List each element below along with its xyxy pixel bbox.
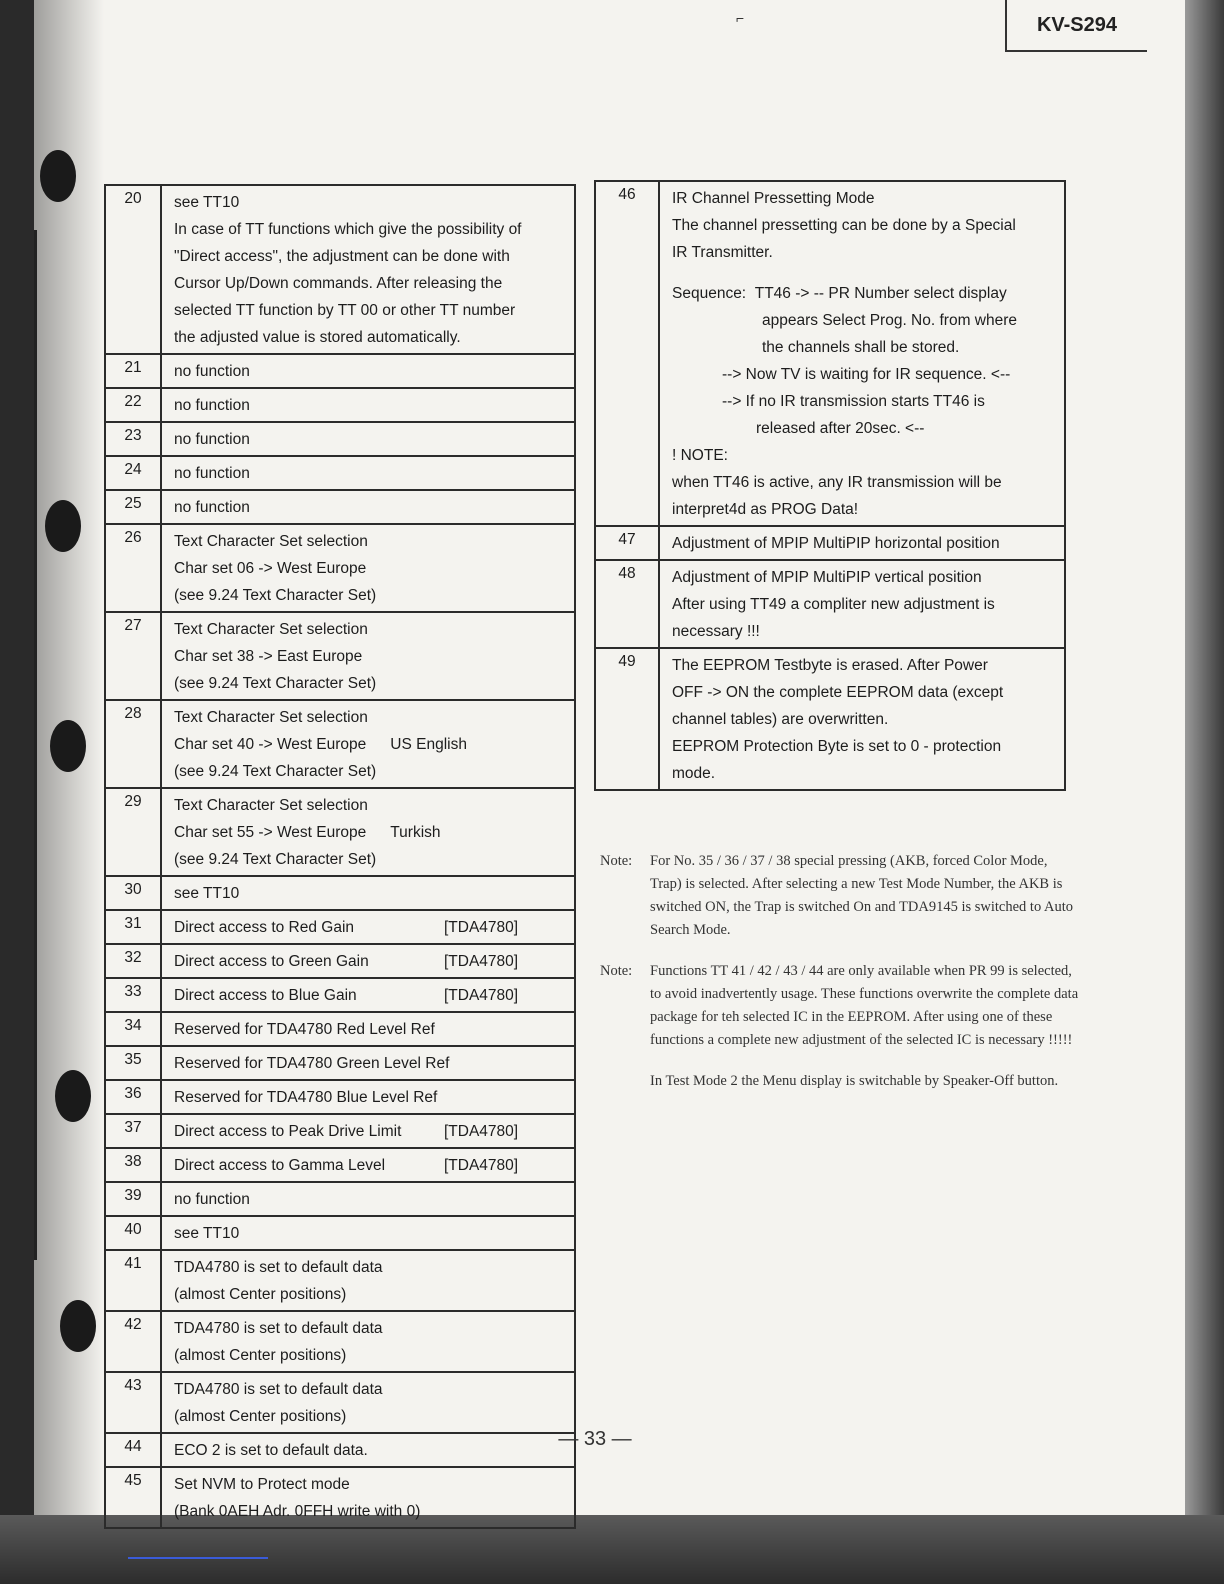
punch-hole [45,500,81,552]
tt-description [161,490,575,524]
punch-hole [55,1070,91,1122]
tt-description [161,1216,575,1250]
table-row [105,1012,575,1046]
model-number: KV-S294 [1005,0,1147,52]
tt-line [174,494,574,521]
tt-line [672,280,1064,307]
tt-line-text: ECO 2 is set to default data. [174,1442,368,1459]
tt-line-text: see TT10 [174,885,240,902]
table-row [105,1311,575,1372]
tt-line [174,270,574,297]
tt-line [174,1186,574,1213]
tt-line [174,426,574,453]
note-label: Note: [600,853,633,869]
tt-line-text: TDA4780 is set to default data [174,1320,383,1337]
tt-line-text: no function [174,1191,250,1208]
tt-line-text: Text Character Set selection [174,533,368,550]
tt-line [174,1376,574,1403]
note-text: For No. 35 / 36 / 37 / 38 special pressing (AKB, forced Color Mode, Trap) is selected. After selecting a new Test Mode Number, the AKB is switched ON, the Trap is switched On and TDA9145 is switched to Auto Search Mode. [650,853,1074,938]
table-row [105,788,575,876]
note [600,960,1080,1052]
tt-line [174,358,574,385]
tt-line: IR Channel Pressetting Mode [672,190,875,207]
tt-description [161,1046,575,1080]
tt-line-text: Char set 40 -> West Europe [174,736,367,753]
tt-line [174,1016,574,1043]
tt-line-text: Char set 55 -> West Europe [174,824,367,841]
table-row [105,978,575,1012]
tt-line [174,670,574,697]
tt-line-text: In case of TT functions which give the possibility of [174,221,522,238]
tt-line-text: (see 9.24 Text Character Set) [174,851,377,868]
tt-description [161,354,575,388]
tt-line-text: selected TT function by TT 00 or other TT number [174,302,516,319]
tt-line [174,460,574,487]
tt-number: 22 [105,388,161,422]
tt-line [174,297,574,324]
tt-line-text: Cursor Up/Down commands. After releasing the [174,275,503,292]
tt-line [174,948,574,975]
tt-line [174,616,574,643]
tt-description [161,700,575,788]
tt-description [161,612,575,700]
notes-section [600,850,1080,1093]
tt-description [161,978,575,1012]
tt-number: 39 [105,1182,161,1216]
tt-line: the channels shall be stored. [762,339,960,356]
tt-line: OFF -> ON the complete EEPROM data (except [672,684,1004,701]
tt-line [174,582,574,609]
table-row [105,354,575,388]
tt-line-text: (see 9.24 Text Character Set) [174,587,377,604]
tt-line: EEPROM Protection Byte is set to 0 - protection [672,738,1002,755]
tt-line [174,1281,574,1308]
tt-number: 26 [105,524,161,612]
tt-line [174,792,574,819]
tt-line-text: Direct access to Red Gain [174,919,355,936]
tt-line [174,846,574,873]
table-row [105,1182,575,1216]
table-row [105,612,575,700]
tt-line [174,1254,574,1281]
tt-description [659,181,1065,526]
tt-number: 23 [105,422,161,456]
tt-number: 43 [105,1372,161,1433]
tt-number: 32 [105,944,161,978]
tt-line-text: Char set 38 -> East Europe [174,648,363,665]
tt-number: 36 [105,1080,161,1114]
tt-line: Adjustment of MPIP MultiPIP vertical position [672,569,982,586]
tt-line: mode. [672,765,716,782]
table-row [105,422,575,456]
tt-line-text: (almost Center positions) [174,1286,347,1303]
tt-number: 41 [105,1250,161,1311]
tt-description [161,388,575,422]
test-mode-table-left [104,184,576,1529]
tt-line-text: Direct access to Gamma Level [174,1157,386,1174]
table-row [105,1114,575,1148]
tt-description [161,185,575,354]
tt-line-text: Text Character Set selection [174,797,368,814]
table-row [105,388,575,422]
tt-number: 49 [595,648,659,790]
tt-number: 44 [105,1433,161,1467]
tt-line: channel tables) are overwritten. [672,711,889,728]
tt-line: IR Transmitter. [672,244,773,261]
tt-line-text: see TT10 [174,1225,240,1242]
tt-number: 42 [105,1311,161,1372]
tt-line [174,189,574,216]
tt-line: necessary !!! [672,623,760,640]
tt-line: After using TT49 a compliter new adjustment is [672,596,995,613]
tt-description [161,1012,575,1046]
tt-line-text: Direct access to Blue Gain [174,987,357,1004]
table-row [105,1148,575,1182]
tt-line [174,1118,574,1145]
table-row [105,1372,575,1433]
tt-line [174,731,574,758]
ic-tag: [TDA4780] [444,1123,519,1140]
punch-hole [40,150,76,202]
note-text: In Test Mode 2 the Menu display is switchable by Speaker-Off button. [650,1073,1059,1089]
tt-description [659,560,1065,648]
tt-description [161,1148,575,1182]
tt-line: interpret4d as PROG Data! [672,501,859,518]
test-mode-table-right [594,180,1066,791]
tt-line [174,324,574,351]
table-row [105,1467,575,1528]
sequence-label: Sequence: [672,285,747,302]
tt-description [161,944,575,978]
tt-line-text: TDA4780 is set to default data [174,1381,383,1398]
tt-line: released after 20sec. <-- [756,420,925,437]
tt-description [161,1250,575,1311]
tt-line-text: (see 9.24 Text Character Set) [174,763,377,780]
tt-description [161,910,575,944]
tt-line [174,819,574,846]
tt-number: 24 [105,456,161,490]
table-row [105,1080,575,1114]
note-text: Functions TT 41 / 42 / 43 / 44 are only available when PR 99 is selected, to avoid inadvertently usage. These functions overwrite the complete data package for teh selected IC in the EEPROM. After using one of these functions a complete new adjustment of the selected IC is necessary !!!!! [650,963,1079,1048]
note [600,850,1080,942]
ic-tag: [TDA4780] [444,1157,519,1174]
tt-line-text: Set NVM to Protect mode [174,1476,350,1493]
tt-line [174,982,574,1009]
tt-number: 47 [595,526,659,560]
tt-line-text: no function [174,363,250,380]
tt-line [174,704,574,731]
tt-number: 37 [105,1114,161,1148]
table-row [105,876,575,910]
table-row [105,700,575,788]
tt-line [174,1437,574,1464]
tt-line [174,1220,574,1247]
tt-number: 48 [595,560,659,648]
tt-number: 40 [105,1216,161,1250]
tt-line: The channel pressetting can be done by a Special [672,217,1016,234]
language-tag: Turkish [390,824,441,841]
tt-line-text: see TT10 [174,194,240,211]
tt-line-text: no function [174,397,250,414]
tt-line-text: (almost Center positions) [174,1408,347,1425]
table-row [105,1216,575,1250]
tt-line-text: no function [174,431,250,448]
tt-description [161,1182,575,1216]
pen-mark: ⌐ [736,10,745,26]
tt-number: 35 [105,1046,161,1080]
ic-tag: [TDA4780] [444,953,519,970]
ic-tag: [TDA4780] [444,919,519,936]
tt-line-text: Reserved for TDA4780 Red Level Ref [174,1021,435,1038]
tt-line-text: (see 9.24 Text Character Set) [174,675,377,692]
tt-number: 21 [105,354,161,388]
tt-line [174,1050,574,1077]
tt-line: --> Now TV is waiting for IR sequence. <-- [722,366,1011,383]
tt-line-text: Direct access to Green Gain [174,953,369,970]
table-row [105,910,575,944]
punch-hole [60,1300,96,1352]
tt-line-text: Char set 06 -> West Europe [174,560,367,577]
tt-line [174,1471,574,1498]
tt-description [659,526,1065,560]
tt-number: 34 [105,1012,161,1046]
tt-line-text: the adjusted value is stored automatically. [174,329,461,346]
tt-line-text: Reserved for TDA4780 Green Level Ref [174,1055,450,1072]
tt-line [174,243,574,270]
tt-line-text: Direct access to Peak Drive Limit [174,1123,402,1140]
tt-description [659,648,1065,790]
tt-description [161,788,575,876]
tt-description [161,1311,575,1372]
tt-number: 33 [105,978,161,1012]
footer-link-underline [128,1557,268,1559]
tt-number: 25 [105,490,161,524]
note-label: Note: [600,963,633,979]
tt-line-text: Reserved for TDA4780 Blue Level Ref [174,1089,438,1106]
tt-line [174,1315,574,1342]
tt-number: 27 [105,612,161,700]
tt-line-text: Text Character Set selection [174,621,368,638]
tt-description [161,1433,575,1467]
tt-line [174,643,574,670]
tt-line-text: no function [174,465,250,482]
table-row [105,1433,575,1467]
tt-number: 45 [105,1467,161,1528]
punch-hole [50,720,86,772]
tt-number: 29 [105,788,161,876]
tt-description [161,524,575,612]
tt-line [174,1152,574,1179]
tt-line-text: (Bank 0AEH Adr. 0FFH write with 0) [174,1503,421,1520]
tt-line-text: Text Character Set selection [174,709,368,726]
tt-line [174,1084,574,1111]
tt-number: 46 [595,181,659,526]
language-tag: US English [390,736,467,753]
tt-description [161,456,575,490]
tt-line: ! NOTE: [672,447,728,464]
tt-line [174,528,574,555]
tt-line: The EEPROM Testbyte is erased. After Power [672,657,988,674]
tt-line [174,1498,574,1525]
tt-number: 28 [105,700,161,788]
scanner-right-edge [1185,0,1224,1584]
ic-tag: [TDA4780] [444,987,519,1004]
table-row [595,560,1065,648]
tt-number: 20 [105,185,161,354]
tt-number: 38 [105,1148,161,1182]
tt-line [174,392,574,419]
table-row [105,456,575,490]
table-row [105,1250,575,1311]
table-row [105,524,575,612]
tt-line: Adjustment of MPIP MultiPIP horizontal position [672,535,1000,552]
tt-line: TT46 -> -- PR Number select display [754,285,1007,302]
tt-line-text: TDA4780 is set to default data [174,1259,383,1276]
binder-line [34,230,37,1260]
table-row [595,526,1065,560]
table-row [105,490,575,524]
tt-line [174,880,574,907]
tt-line: when TT46 is active, any IR transmission will be [672,474,1002,491]
tt-line: appears Select Prog. No. from where [762,312,1018,329]
tt-line-text: no function [174,499,250,516]
tt-description [161,1114,575,1148]
tt-description [161,1372,575,1433]
table-row [595,181,1065,526]
table-row [105,944,575,978]
tt-line [174,914,574,941]
tt-line [174,1403,574,1430]
table-row [105,185,575,354]
tt-description [161,1467,575,1528]
tt-number: 30 [105,876,161,910]
tt-description [161,876,575,910]
page-number: — 33 — [558,1428,632,1450]
tt-line: --> If no IR transmission starts TT46 is [722,393,985,410]
table-row [105,1046,575,1080]
tt-line [174,216,574,243]
tt-line-text: "Direct access", the adjustment can be done with [174,248,510,265]
table-row [595,648,1065,790]
tt-number: 31 [105,910,161,944]
tt-line [174,1342,574,1369]
tt-line [174,758,574,785]
tt-line-text: (almost Center positions) [174,1347,347,1364]
tt-description [161,422,575,456]
tt-description [161,1080,575,1114]
tt-line [174,555,574,582]
